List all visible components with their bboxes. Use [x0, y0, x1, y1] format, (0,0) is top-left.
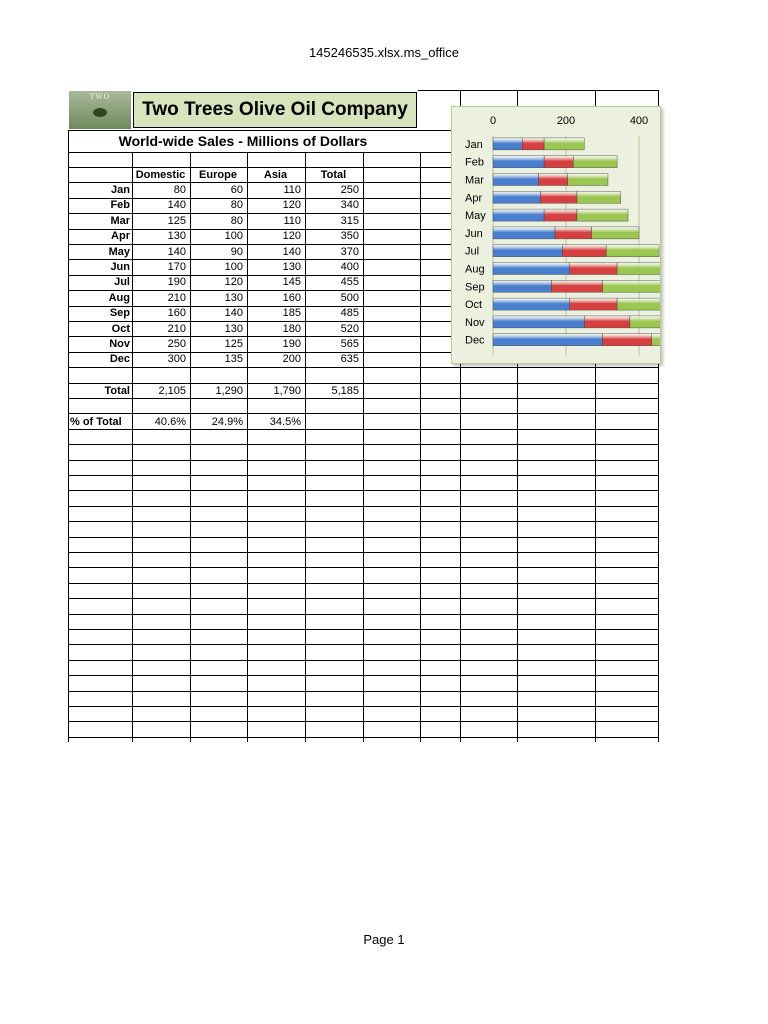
company-logo: [69, 91, 131, 129]
table-cell: 130: [224, 322, 243, 335]
header-area: [68, 90, 418, 130]
grid-column-line: [305, 152, 306, 742]
month-label: Jun: [110, 261, 130, 273]
table-cell: 135: [224, 353, 243, 366]
page-number: Page 1: [363, 932, 405, 947]
chart-canvas: [452, 107, 661, 364]
chart-bar: [544, 209, 577, 221]
table-cell: 160: [167, 307, 186, 320]
total-cell: 1,290: [215, 385, 243, 397]
chart-bar: [603, 334, 652, 346]
chart-bar: [630, 316, 661, 328]
table-cell: 190: [282, 338, 301, 350]
chart-bar: [584, 316, 630, 328]
table-cell: 120: [282, 199, 301, 212]
table-cell: 250: [167, 338, 186, 350]
table-cell: 110: [283, 184, 301, 196]
chart-tick-label: 200: [556, 115, 576, 127]
table-cell: 125: [224, 338, 243, 350]
chart-category-label: Mar: [465, 174, 484, 187]
chart-tick-label: 400: [629, 115, 649, 127]
chart-bar: [603, 280, 662, 292]
table-cell: 140: [282, 245, 301, 258]
month-label: Jul: [114, 276, 130, 289]
grid-column-line: [363, 152, 364, 742]
table-cell: 565: [340, 338, 359, 350]
chart-bar: [522, 138, 544, 150]
chart-bar: [573, 156, 617, 168]
chart-category-label: Jan: [465, 138, 483, 151]
table-cell: 100: [224, 230, 243, 243]
percent-cell: 24.9%: [211, 416, 243, 428]
percent-label: % of Total: [70, 416, 122, 428]
table-cell: 300: [167, 353, 186, 366]
percent-cell: 40.6%: [154, 416, 186, 428]
chart-category-label: Aug: [465, 263, 485, 276]
grid-column-line: [420, 152, 421, 742]
chart-category-label: May: [465, 210, 486, 223]
table-cell: 340: [340, 199, 359, 212]
chart-bar: [493, 316, 584, 328]
chart-bar: [551, 280, 602, 292]
chart-bar: [493, 245, 562, 257]
month-label: Sep: [109, 307, 130, 320]
table-cell: 130: [282, 261, 301, 273]
column-header: Total: [320, 169, 347, 181]
chart-bar: [493, 334, 603, 346]
chart-bar: [592, 227, 639, 239]
total-cell: 1,790: [273, 385, 301, 397]
chart-bar: [539, 174, 568, 186]
month-label: Dec: [109, 353, 130, 366]
chart-tick-label: 0: [489, 115, 497, 127]
chart-bar: [493, 280, 551, 292]
chart-bar: [617, 298, 661, 310]
table-cell: 125: [167, 214, 186, 227]
chart-bar: [493, 209, 544, 221]
table-cell: 455: [340, 276, 359, 289]
total-label: Total: [104, 385, 130, 397]
month-label: Oct: [111, 322, 130, 335]
chart-bar: [540, 191, 577, 203]
column-header: Europe: [199, 169, 237, 181]
chart-bar: [652, 334, 661, 346]
chart-bar: [570, 298, 617, 310]
table-cell: 120: [282, 230, 301, 243]
chart-bar: [493, 174, 539, 186]
table-cell: 370: [340, 245, 359, 258]
chart-bar: [493, 263, 570, 275]
month-label: Nov: [109, 338, 130, 350]
percent-cell: 34.5%: [269, 416, 301, 428]
table-cell: 80: [173, 184, 186, 196]
chart-bar: [577, 191, 621, 203]
sales-chart: [451, 106, 661, 364]
table-cell: 160: [282, 291, 301, 304]
chart-bar: [493, 298, 570, 310]
table-cell: 60: [230, 184, 243, 196]
chart-bar: [493, 156, 544, 168]
table-cell: 190: [167, 276, 186, 289]
grid-column-line: [132, 152, 133, 742]
sheet-subtitle: World-wide Sales - Millions of Dollars: [118, 133, 368, 149]
chart-bar: [493, 138, 522, 150]
company-title: Two Trees Olive Oil Company: [133, 92, 417, 128]
table-cell: 400: [340, 261, 359, 273]
chart-category-label: Apr: [465, 192, 483, 205]
chart-bar: [568, 174, 608, 186]
month-label: Aug: [108, 291, 130, 304]
table-cell: 250: [340, 184, 359, 196]
month-label: May: [108, 245, 130, 258]
logo-text: TWO: [89, 93, 111, 101]
chart-category-label: Sep: [465, 281, 485, 294]
month-label: Apr: [111, 230, 130, 243]
chart-bar: [617, 263, 661, 275]
grid-column-line: [68, 90, 69, 742]
total-cell: 5,185: [331, 385, 359, 397]
grid-column-line: [190, 152, 191, 742]
table-cell: 485: [340, 307, 359, 320]
chart-bar: [570, 263, 617, 275]
month-label: Jan: [111, 184, 130, 196]
table-cell: 500: [340, 291, 359, 304]
table-cell: 140: [167, 245, 186, 258]
table-cell: 110: [283, 214, 301, 227]
chart-bar: [555, 227, 592, 239]
table-cell: 350: [340, 230, 359, 243]
chart-category-label: Jun: [465, 227, 483, 240]
table-cell: 130: [224, 291, 243, 304]
table-cell: 80: [230, 199, 243, 212]
month-label: Mar: [110, 214, 130, 227]
table-cell: 210: [167, 322, 186, 335]
month-label: Feb: [110, 199, 130, 212]
chart-category-label: Jul: [465, 245, 480, 258]
table-cell: 120: [224, 276, 243, 289]
table-cell: 130: [167, 230, 186, 243]
chart-bar: [493, 227, 555, 239]
table-cell: 140: [167, 199, 186, 212]
table-cell: 210: [167, 291, 186, 304]
chart-bar: [577, 209, 628, 221]
chart-category-label: Nov: [465, 316, 485, 329]
table-cell: 520: [340, 322, 359, 335]
chart-bar: [544, 138, 584, 150]
table-cell: 315: [340, 214, 359, 227]
column-header: Asia: [263, 169, 288, 181]
table-cell: 80: [230, 214, 243, 227]
grid-column-line: [247, 152, 248, 742]
column-header: Domestic: [135, 169, 186, 181]
table-cell: 635: [340, 353, 359, 366]
table-cell: 100: [224, 261, 243, 273]
olive-icon: [93, 108, 107, 117]
chart-category-label: Dec: [465, 334, 485, 347]
chart-bar: [544, 156, 573, 168]
table-cell: 200: [282, 353, 301, 366]
table-cell: 145: [282, 276, 301, 289]
chart-category-label: Oct: [465, 299, 483, 312]
table-cell: 90: [230, 245, 243, 258]
chart-bar: [606, 245, 659, 257]
total-cell: 2,105: [158, 385, 186, 397]
table-cell: 180: [282, 322, 301, 335]
chart-category-label: Feb: [465, 156, 484, 169]
chart-bar: [493, 191, 540, 203]
table-cell: 140: [224, 307, 243, 320]
table-cell: 170: [167, 261, 186, 273]
chart-bar: [562, 245, 606, 257]
table-cell: 185: [282, 307, 301, 320]
file-title: 145246535.xlsx.ms_office: [308, 45, 460, 60]
